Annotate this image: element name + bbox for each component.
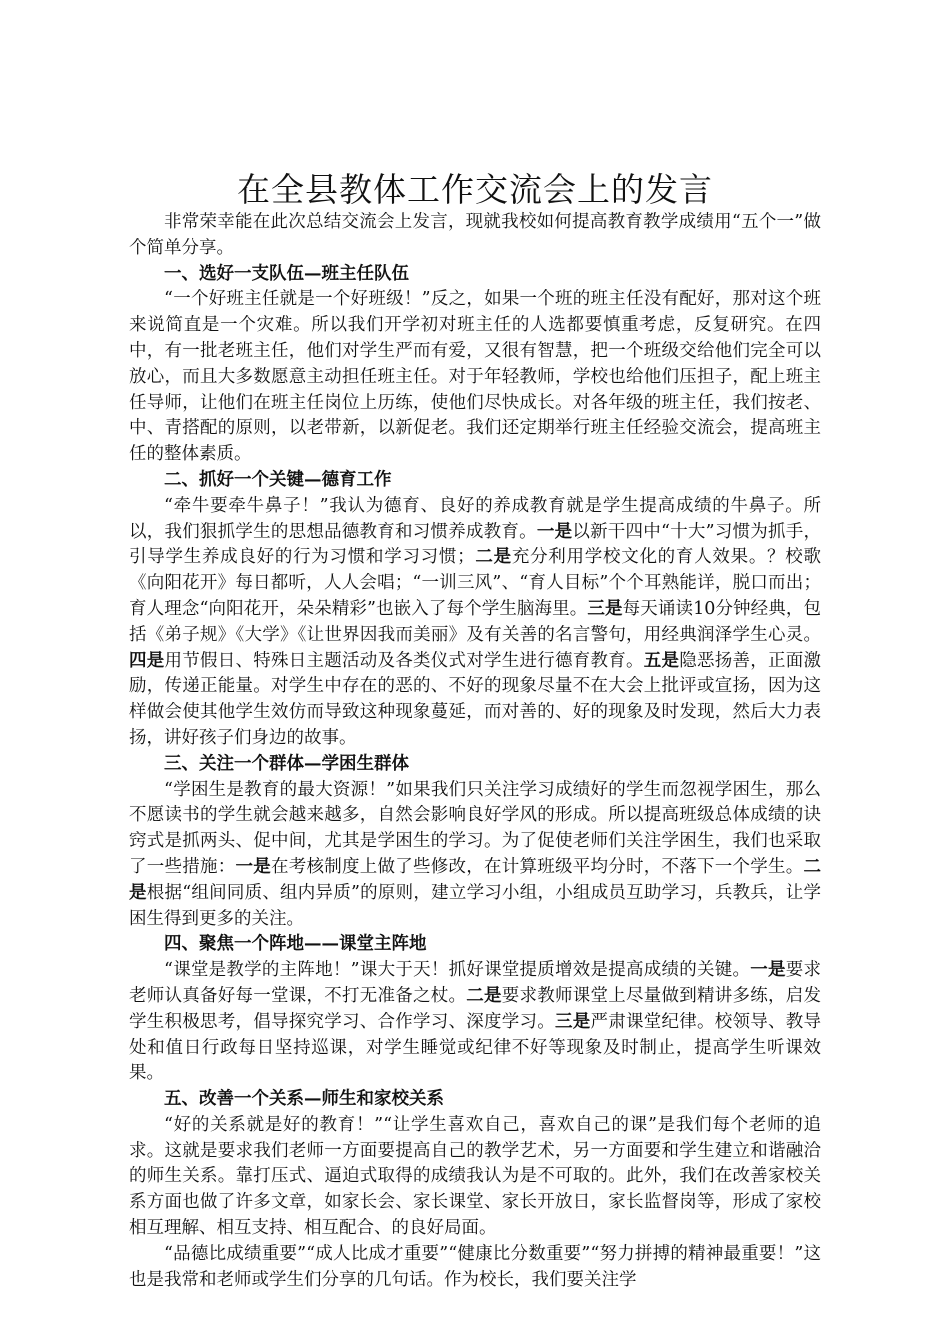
section-4-text: “课堂是教学的主阵地！”课大于天！抓好课堂提质增效是提高成绩的关键。: [164, 960, 751, 981]
keyword-fifth: 五是: [643, 650, 680, 671]
section-2-text: 每天诵读10分钟经典，包括《弟子规》《大学》《让世界因我而美丽》及有关善的名言警句，用经典润泽学生心灵。: [129, 598, 821, 645]
section-2-text: 以新干四中“十大”习惯为抓手，引导学生养成良好的行为习惯和学习习惯；: [129, 521, 822, 568]
section-2-text: 用节假日、特殊日主题活动及各类仪式对学生进行德育教育。: [164, 650, 644, 671]
section-2-text: 隐恶扬善，正面激励，传递正能量。对学生中存在的恶的、不好的现象尽量不在大会上批评或宣扬，因为这样做会使其他学生效仿而导致这种现象蔓延，而对善的、好的现象及时发现，然后大力表扬，讲好孩子们身边的故事。: [129, 650, 821, 748]
section-4-paragraph: [129, 958, 821, 1087]
keyword-first: 一是: [536, 521, 573, 542]
section-2-text: 充分利用学校文化的育人效果。？校歌《向阳花开》每日都听，人人会唱；“一训三风”、“育人目标”个个耳熟能详，脱口而出；育人理念“向阳花开，朵朵精彩”也嵌入了每个学生脑海里。: [129, 547, 822, 619]
section-heading-2: 二、抓好一个关键—德育工作: [164, 469, 392, 490]
section-5-paragraph: “好的关系就是好的教育！”“让学生喜欢自己，喜欢自己的课”是我们每个老师的追求。这就是要求我们老师一方面要提高自己的教学艺术，另一方面要和学生建立和谐融洽的师生关系。靠打压式、逼迫式取得的成绩我认为是不可取的。此外，我们在改善家校关系方面也做了许多文章，如家长会、家长课堂、家长开放日，家长监督岗等，形成了家校相互理解、相互支持、相互配合、的良好局面。: [129, 1114, 821, 1239]
keyword-third: 三是: [587, 598, 623, 619]
keyword-first: 一是: [750, 960, 786, 981]
keyword-third: 三是: [555, 1011, 591, 1032]
document-title: 在全县教体工作交流会上的发言: [237, 170, 713, 209]
intro-paragraph: 非常荣幸能在此次总结交流会上发言，现就我校如何提高教育教学成绩用“五个一”做个简单分享。: [129, 212, 821, 258]
section-heading-4: 四、聚焦一个阵地——课堂主阵地: [164, 934, 427, 955]
document-page: [129, 168, 821, 1293]
section-3-paragraph: [129, 778, 821, 933]
keyword-second: 二是: [466, 985, 502, 1006]
section-3-text: “学困生是教育的最大资源！”如果我们只关注学习成绩好的学生而忽视学困生，那么不愿读书的学生就会越来越多，自然会影响良好学风的形成。所以提高班级总体成绩的诀窍式是抓两头、促中间，尤其是学困生的学习。为了促使老师们关注学困生，我们也采取了一些措施：: [129, 779, 821, 877]
section-4-text: 要求老师认真备好每一堂课，不打无准备之杖。: [129, 960, 822, 1006]
closing-paragraph: “品德比成绩重要”“成人比成才重要”“健康比分数重要”“努力拼搏的精神最重要！”这也是我常和老师或学生们分享的几句话。作为校长，我们要关注学: [129, 1243, 821, 1290]
keyword-first: 一是: [235, 856, 271, 877]
section-2-text: “牵牛要牵牛鼻子！”我认为德育、良好的养成教育就是学生提高成绩的牛鼻子。所以，我们狠抓学生的思想品德教育和习惯养成教育。: [129, 495, 821, 542]
keyword-second: 二是: [474, 547, 512, 568]
section-2-paragraph: [129, 494, 821, 752]
keyword-second: 二是: [129, 856, 821, 903]
section-1-paragraph: “一个好班主任就是一个好班级！”反之，如果一个班的班主任没有配好，那对这个班来说简直是一个灾难。所以我们开学初对班主任的人选都要慎重考虑，反复研究。在四中，有一批老班主任，他们对学生严而有爱，又很有智慧，把一个班级交给他们完全可以放心，而且大多数愿意主动担任班主任。对于年轻教师，学校也给他们压担子，配上班主任导师，让他们在班主任岗位上历练，使他们尽快成长。对各年级的班主任，我们按老、中、青搭配的原则，以老带新，以新促老。我们还定期举行班主任经验交流会，提高班主任的整体素质。: [129, 289, 821, 465]
section-4-text: 严肃课堂纪律。校领导、教导处和值日行政每日坚持巡课，对学生睡觉或纪律不好等现象及时制止，提高学生听课效果。: [129, 1011, 821, 1084]
section-heading-3: 三、关注一个群体—学困生群体: [164, 753, 409, 774]
section-heading-5: 五、改善一个关系—师生和家校关系: [164, 1089, 444, 1110]
section-heading-1: 一、选好一支队伍—班主任队伍: [164, 263, 409, 284]
section-3-text: 根据“组间同质、组内异质”的原则，建立学习小组，小组成员互助学习，兵教兵，让学困生得到更多的关注。: [129, 882, 822, 929]
keyword-fourth: 四是: [129, 650, 165, 671]
section-4-text: 要求教师课堂上尽量做到精讲多练，启发学生积极思考，倡导探究学习、合作学习、深度学习。: [129, 985, 821, 1032]
section-3-text: 在考核制度上做了些修改，在计算班级平均分时，不落下一个学生。: [271, 856, 804, 877]
